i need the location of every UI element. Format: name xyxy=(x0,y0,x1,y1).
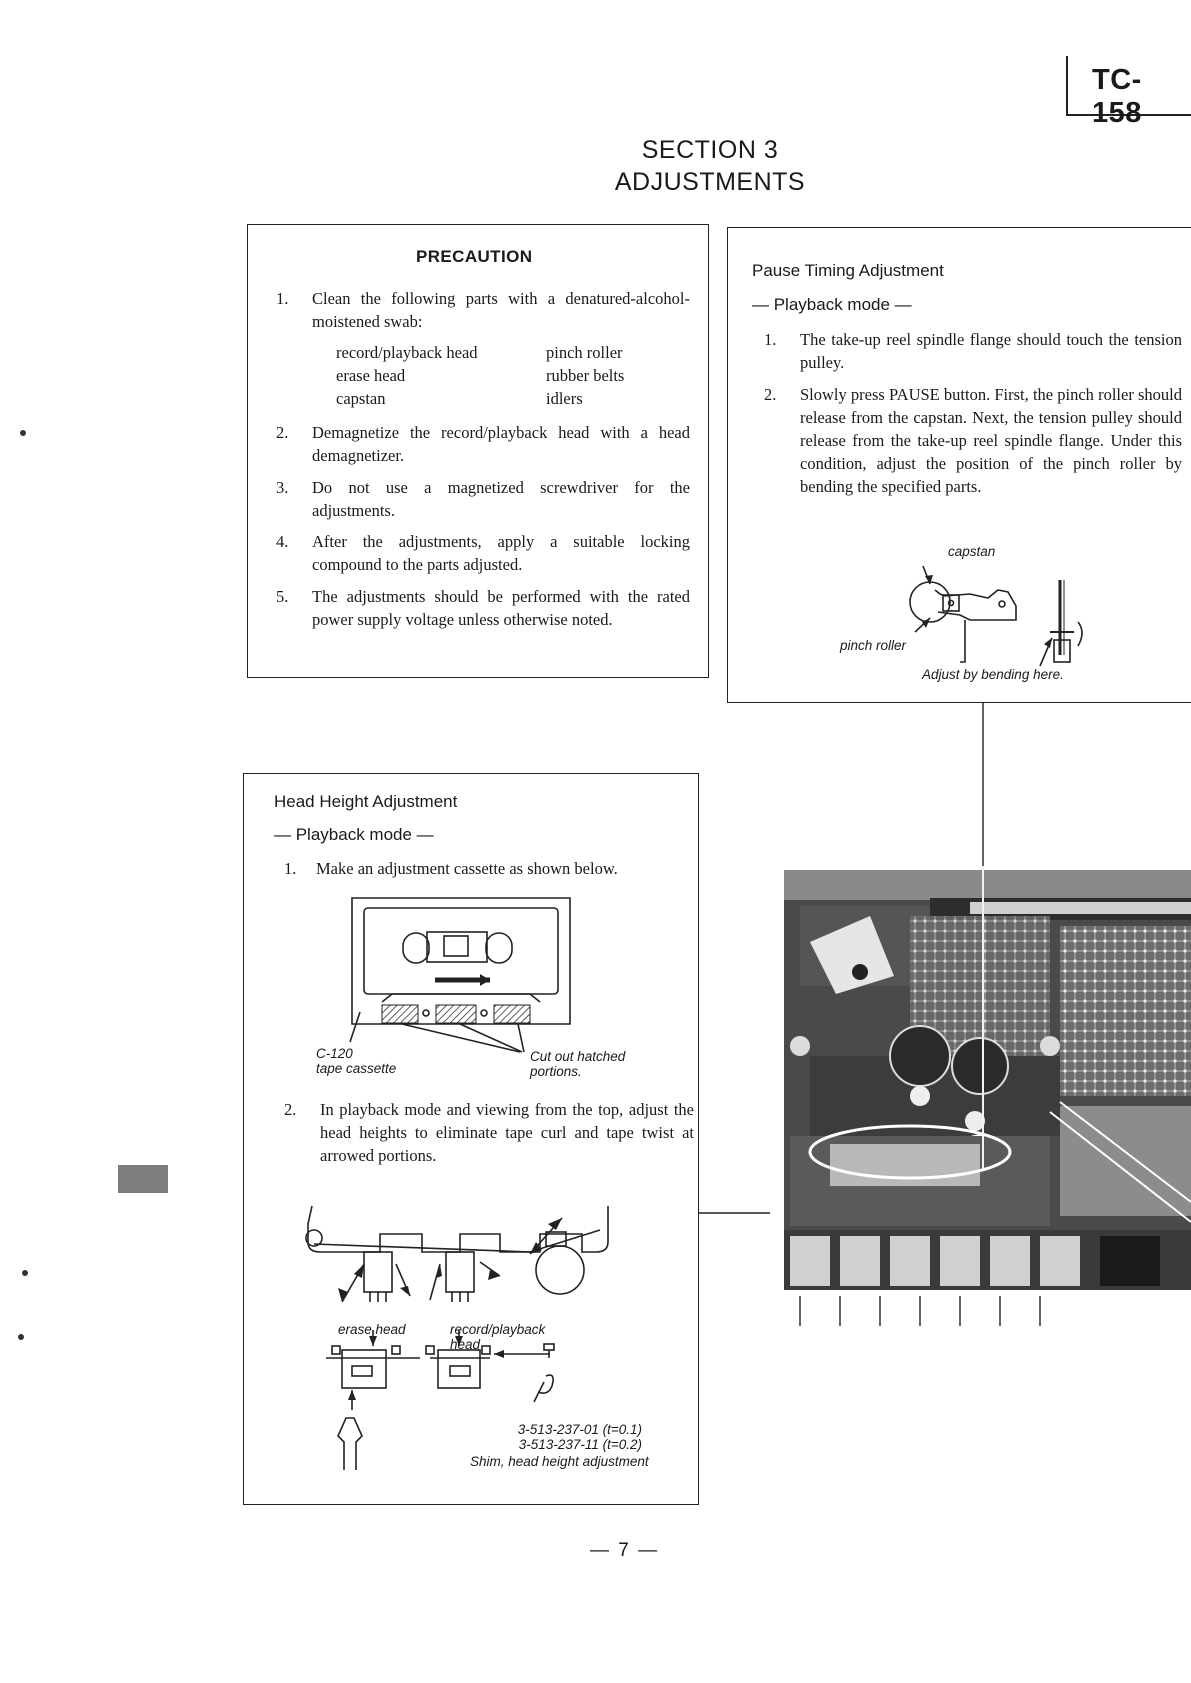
scan-dot xyxy=(20,430,26,436)
pause-timing-box: Pause Timing Adjustment — Playback mode — 1. The take-up reel spindle flange should touch the tension pulley. 2. Slowly press PAUSE button. First, the pinch roller should release from the capstan. Next, the tension pulley should release from the take-up reel spindle flange. Under this condition, adjust the position of the pinch roller by bending the specified parts. xyxy=(727,227,1191,703)
model-number: TC-158 xyxy=(1092,64,1142,129)
pause-timing-title: Pause Timing Adjustment xyxy=(752,261,944,280)
head-height-box: Head Height Adjustment — Playback mode — 1. Make an adjustment cassette as shown below. 2. In playback mode and viewing from the top, adjust the head heights to eliminate tape curl and tape twist at arrowed portions. xyxy=(243,773,699,1505)
section-number: SECTION 3 xyxy=(641,136,779,164)
shim-caption: Shim, head height adjustment xyxy=(470,1454,649,1469)
part-record-playback-head: record/playback head xyxy=(336,343,478,362)
pause-timing-mode: — Playback mode — xyxy=(752,295,912,314)
scan-dot xyxy=(22,1270,28,1276)
precaution-title: PRECAUTION xyxy=(416,247,533,266)
tape-cassette-label: C-120 tape cassette xyxy=(316,1046,397,1076)
section-name: ADJUSTMENTS xyxy=(614,168,806,196)
erase-head-label: erase head xyxy=(338,1322,406,1337)
capstan-label: capstan xyxy=(948,544,996,559)
tape-mechanism-photo xyxy=(770,866,1191,1330)
pinch-roller-label: pinch roller xyxy=(840,638,907,653)
record-playback-head-label: record/playback head xyxy=(450,1322,546,1352)
cut-out-label: Cut out hatched portions. xyxy=(530,1049,626,1079)
part-idlers: idlers xyxy=(546,389,583,408)
head-height-title: Head Height Adjustment xyxy=(274,792,458,811)
part-pinch-roller: pinch roller xyxy=(546,343,623,362)
precaution-box: PRECAUTION 1. Clean the following parts with a denatured-alcohol-moistened swab: record/playback head erase head capstan pinch roller rubber belts idlers 2. Demagnetize the record/playback head with a head demagnetizer. 3. Do not use a magnetized screwdriver for the adjustments. 4. After the adjustments, apply a suitable locking compound to the parts adjusted. 5. The adjustments should be performed with the rated power supply voltage unless otherwise noted. xyxy=(247,224,709,678)
scan-dot xyxy=(18,1334,24,1340)
scan-artifact xyxy=(118,1165,168,1193)
shim-part-1: 3-513-237-01 (t=0.1) xyxy=(517,1422,642,1437)
page-number: — 7 — xyxy=(590,1540,660,1561)
part-capstan: capstan xyxy=(336,389,386,408)
adjust-label: Adjust by bending here. xyxy=(922,667,1064,682)
shim-part-2: 3-513-237-11 (t=0.2) xyxy=(518,1437,642,1452)
part-rubber-belts: rubber belts xyxy=(546,366,625,385)
head-height-mode: — Playback mode — xyxy=(274,825,434,844)
part-erase-head: erase head xyxy=(336,366,406,385)
